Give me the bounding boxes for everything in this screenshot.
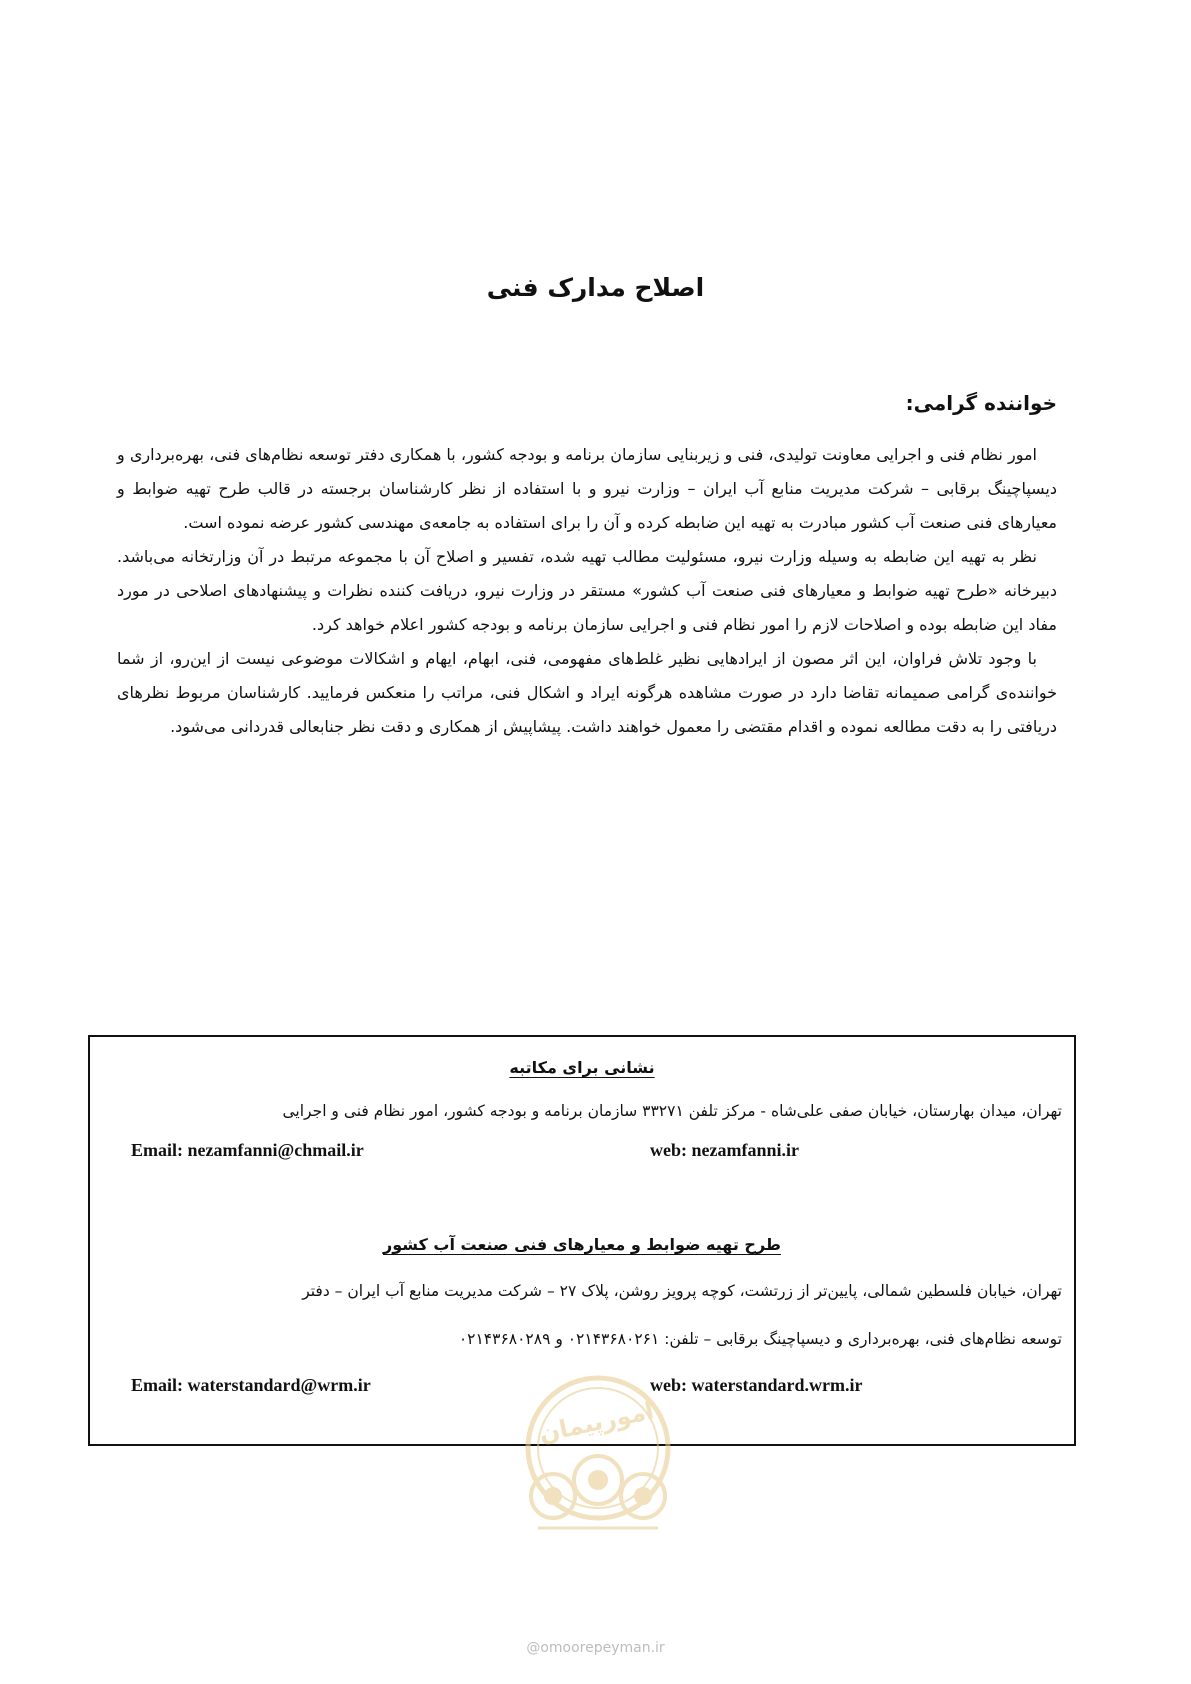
contact-email-1[interactable]: Email: nezamfanni@chmail.ir (131, 1140, 364, 1160)
contact-address-1: تهران، میدان بهارستان، خیابان صفی علی‌شاه - مرکز تلفن ۳۳۲۷۱ سازمان برنامه و بودجه کشور، امور نظام فنی و اجرایی (282, 1102, 1062, 1120)
svg-text:امورپیمان: امورپیمان (536, 1396, 657, 1448)
watermark-url: @omoorepeyman.ir (526, 1640, 665, 1656)
contact-address-2a: تهران، خیابان فلسطین شمالی، پایین‌تر از زرتشت، کوچه پرویز روشن، پلاک ۲۷ – شرکت مدیریت منابع آب ایران – دفتر (302, 1282, 1062, 1300)
contact-email-2[interactable]: Email: waterstandard@wrm.ir (131, 1375, 371, 1395)
contact-heading-1: نشانی برای مکاتبه (509, 1058, 655, 1077)
page-title: اصلاح مدارک فنی (486, 273, 705, 302)
salutation: خواننده گرامی: (905, 391, 1057, 415)
contact-address-2b: توسعه نظام‌های فنی، بهره‌برداری و دیسپاچینگ برقابی – تلفن: ۰۲۱۴۳۶۸۰۲۶۱ و ۰۲۱۴۳۶۸۰۲۸۹ (458, 1330, 1062, 1348)
watermark-logo-icon (508, 1368, 688, 1558)
paragraph-3: با وجود تلاش فراوان، این اثر مصون از ایرادهایی نظیر غلط‌های مفهومی، فنی، ابهام، ایهام و اشکالات موضوعی نیست از این‌رو، از شما خواننده‌ی گرامی صمیمانه تقاضا دارد در صورت مشاهده هرگونه ایراد و اشکال فنی، مراتب را منعکس فرمایید. کارشناسان مربوط نظرهای دریافتی را به دقت مطالعه نموده و اقدام مقتضی را معمول خواهند داشت. پیشاپیش از همکاری و دقت نظر جنابعالی قدردانی می‌شود. (117, 649, 1057, 736)
paragraph-1: امور نظام فنی و اجرایی معاونت تولیدی، فنی و زیربنایی سازمان برنامه و بودجه کشور، با همکاری دفتر توسعه نظام‌های فنی، بهره‌برداری و دیسپاچینگ برقابی – شرکت مدیریت منابع آب ایران – وزارت نیرو و با استفاده از نظر کارشناسان برجسته در قالب طرح تهیه ضوابط و معیارهای فنی صنعت آب کشور مبادرت به تهیه این ضابطه کرده و آن را برای استفاده به جامعه‌ی مهندسی کشور عرضه نموده است. (117, 445, 1057, 532)
paragraph-2: نظر به تهیه این ضابطه به وسیله وزارت نیرو، مسئولیت مطالب تهیه شده، تفسیر و اصلاح آن با مجموعه مرتبط در آن وزارتخانه می‌باشد. دبیرخانه «طرح تهیه ضوابط و معیارهای فنی صنعت آب کشور» مستقر در وزارت نیرو، دریافت کننده نظرات و پیشنهادهای اصلاحی در مورد مفاد این ضابطه بوده و اصلاحات لازم را امور نظام فنی و اجرایی سازمان برنامه و بودجه کشور اعلام خواهد کرد. (117, 547, 1057, 634)
contact-web-2[interactable]: web: waterstandard.wrm.ir (650, 1375, 863, 1395)
contact-heading-2: طرح تهیه ضوابط و معیارهای فنی صنعت آب کشور (383, 1235, 781, 1254)
body-text (117, 438, 1057, 744)
contact-web-1[interactable]: web: nezamfanni.ir (650, 1140, 799, 1160)
